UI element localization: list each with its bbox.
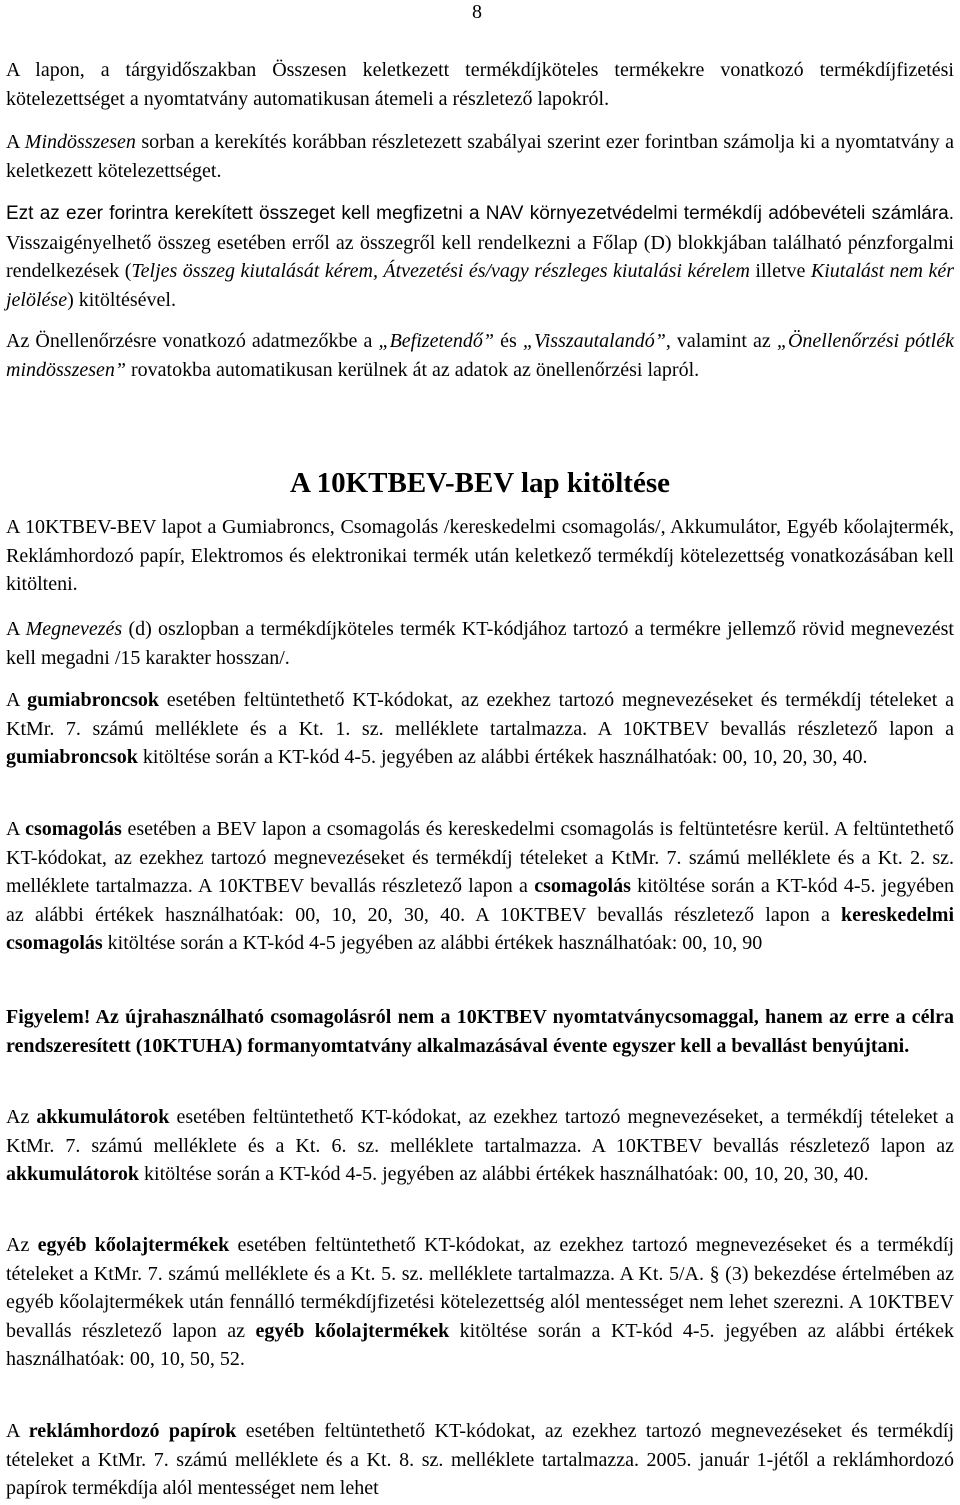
bold-term: egyéb kőolajtermékek [37, 1234, 230, 1256]
text: Az Önellenőrzésre vonatkozó adatmezőkbe a [6, 330, 379, 352]
page-number: 8 [472, 1, 482, 23]
text: és [494, 330, 523, 352]
text: Az [6, 1234, 38, 1256]
text: Figyelem! Az újrahasználható csomagolásról nem a 10KTBEV nyomtatványcsomaggal, hanem az erre a célra rendszeresített (10KTUHA) formanyomtatvány alkalmazásával évente egyszer kell a bevallást benyújtani. [6, 1006, 954, 1057]
bold-term: gumiabroncsok [27, 689, 160, 711]
text: A [6, 618, 26, 640]
paragraph-payment [6, 199, 954, 314]
italic-term: Kiutalást nem kér jelölése [6, 260, 954, 311]
text: Visszaigényelhető összeg esetében erről az összegről kell rendelkezni a Főlap (D) blokkjában található pénzforgalmi rendelkezések ( [6, 231, 954, 283]
text: A 10KTBEV-BEV lapot a Gumiabroncs, Csomagolás /kereskedelmi csomagolás/, Akkumulátor, Egyéb kőolajtermék, Reklámhordozó papír, Elektromos és elektronikai termék után keletkező termékdíj kötelezettség vonatkozásában kell kitölteni. [6, 516, 954, 596]
text: kitöltése során a KT-kód 4-5. jegyében az alábbi értékek használhatóak: 00, 10, 50, 52. [6, 1319, 955, 1371]
text: illetve [749, 260, 811, 283]
bold-term: kereskedelmi csomagolás [6, 903, 954, 955]
bold-term: reklámhordozó papírok [28, 1420, 237, 1442]
text: A lapon, a tárgyidőszakban Összesen keletkezett termékdíjköteles termékekre vonatkozó termékdíjfizetési kötelezettséget a nyomtatvány automatikusan átemeli a részletező lapokról. [6, 59, 954, 110]
section-heading: A 10KTBEV-BEV lap kitöltése [289, 467, 670, 499]
text: A [6, 689, 28, 711]
paragraph-akkumulator [6, 1103, 954, 1189]
text: ) kitöltésével. [67, 288, 176, 311]
text: Ezt az ezer forintra kerekített összeget kell megfizetni a NAV környezetvédelmi termékdíj adóbevételi számlára. [6, 203, 954, 224]
paragraph-koolajtermek [6, 1231, 954, 1374]
text: A [6, 818, 26, 840]
italic-term: Megnevezés [25, 618, 123, 640]
paragraph-scope [6, 513, 954, 599]
italic-term: Teljes összeg kiutalását kérem, Átvezetési és/vagy részleges kiutalási kérelem [131, 260, 750, 283]
italic-term: „Befizetendő” [378, 330, 495, 352]
bold-term: gumiabroncsok [6, 746, 138, 769]
paragraph-reklamhordozo [6, 1417, 954, 1503]
text: kitöltése során a KT-kód 4-5 jegyében az alábbi értékek használhatóak: 00, 10, 90 [102, 932, 763, 955]
paragraph-mindosszesen [6, 128, 954, 185]
text: esetében feltüntethető KT-kódokat, az ezekhez tartozó megnevezéseket és a termékdíj tételeket a KtMr. 7. számú melléklete és a Kt. 5. sz. melléklete tartalmazza. A Kt. 5/A. § (3) bekezdése értelmében az egyéb kőolajtermékek után fennálló termékdíjfizetési kötelezettség alól mentességet nem lehet szerezni. A 10KTBEV bevallás részletező lapon az [6, 1234, 954, 1342]
text: kitöltése során a KT-kód 4-5. jegyében az alábbi értékek használhatóak: 00, 10, 20, 30, 40. [139, 1163, 869, 1186]
text: esetében feltüntethető KT-kódokat, az ezekhez tartozó megnevezéseket és termékdíj tételeket a KtMr. 7. számú melléklete és a Kt. 1. sz. melléklete tartalmazza. A 10KTBEV bevallás részletező lapon a [6, 689, 955, 740]
paragraph-summary-transfer [6, 56, 954, 113]
text: sorban a kerekítés korábban részletezett szabályai szerint ezer forintban számolja ki a nyomtatvány a keletkezett kötelezettséget. [6, 131, 954, 182]
text: esetében a BEV lapon a csomagolás és kereskedelmi csomagolás is feltüntetésre kerül. A feltüntethető KT-kódokat, az ezekhez tartozó megnevezéseket és termékdíj tételeket a KtMr. 7. számú melléklete és a Kt. 2. sz. melléklete tartalmazza. A 10KTBEV bevallás részletező lapon a [6, 818, 954, 898]
text: kitöltése során a KT-kód 4-5. jegyében az alábbi értékek használhatóak: 00, 10, 20, 30, 40. A 10KTBEV bevallás részletező lapon a [6, 875, 954, 926]
bold-term: akkumulátorok [36, 1106, 170, 1128]
paragraph-megnevezes [6, 615, 954, 672]
text: esetében feltüntethető KT-kódokat, az ezekhez tartozó megnevezéseket és termékdíj tételeket a KtMr. 7. számú melléklete és a Kt. 8. sz. melléklete tartalmazza. 2005. január 1-jétől a reklámhordozó papírok termékdíja alól mentességet nem lehet [6, 1420, 955, 1500]
text: Az [6, 1106, 37, 1128]
bold-term: egyéb kőolajtermékek [255, 1319, 450, 1342]
paragraph-self-revision [6, 327, 954, 384]
italic-term: „Visszautalandó” [522, 330, 666, 352]
paragraph-gumiabroncs [6, 686, 954, 772]
italic-term: „Önellenőrzési pótlék mindösszesen” [6, 330, 954, 381]
bold-term: csomagolás [25, 818, 122, 840]
text: kitöltése során a KT-kód 4-5. jegyében az alábbi értékek használhatóak: 00, 10, 20, 30, 40. [137, 746, 868, 769]
text: A [6, 1420, 29, 1442]
text: (d) oszlopban a termékdíjköteles termék KT-kódjához tartozó a termékre jellemző rövid megnevezést kell megadni /15 karakter hosszan/. [6, 618, 954, 669]
paragraph-warning [6, 1003, 954, 1060]
text: , valamint az [665, 330, 777, 352]
paragraph-csomagolas [6, 815, 954, 958]
bold-term: akkumulátorok [6, 1163, 140, 1186]
text: rovatokba automatikusan kerülnek át az adatok az önellenőrzési lapról. [126, 358, 700, 381]
text: esetében feltüntethető KT-kódokat, az ezekhez tartozó megnevezéseket, a termékdíj tételeket a KtMr. 7. számú melléklete és a Kt. 6. sz. melléklete tartalmazza. A 10KTBEV bevallás részletező lapon az [6, 1106, 954, 1157]
italic-term: Mindösszesen [24, 131, 136, 153]
text: A [6, 131, 25, 153]
bold-term: csomagolás [534, 875, 631, 898]
